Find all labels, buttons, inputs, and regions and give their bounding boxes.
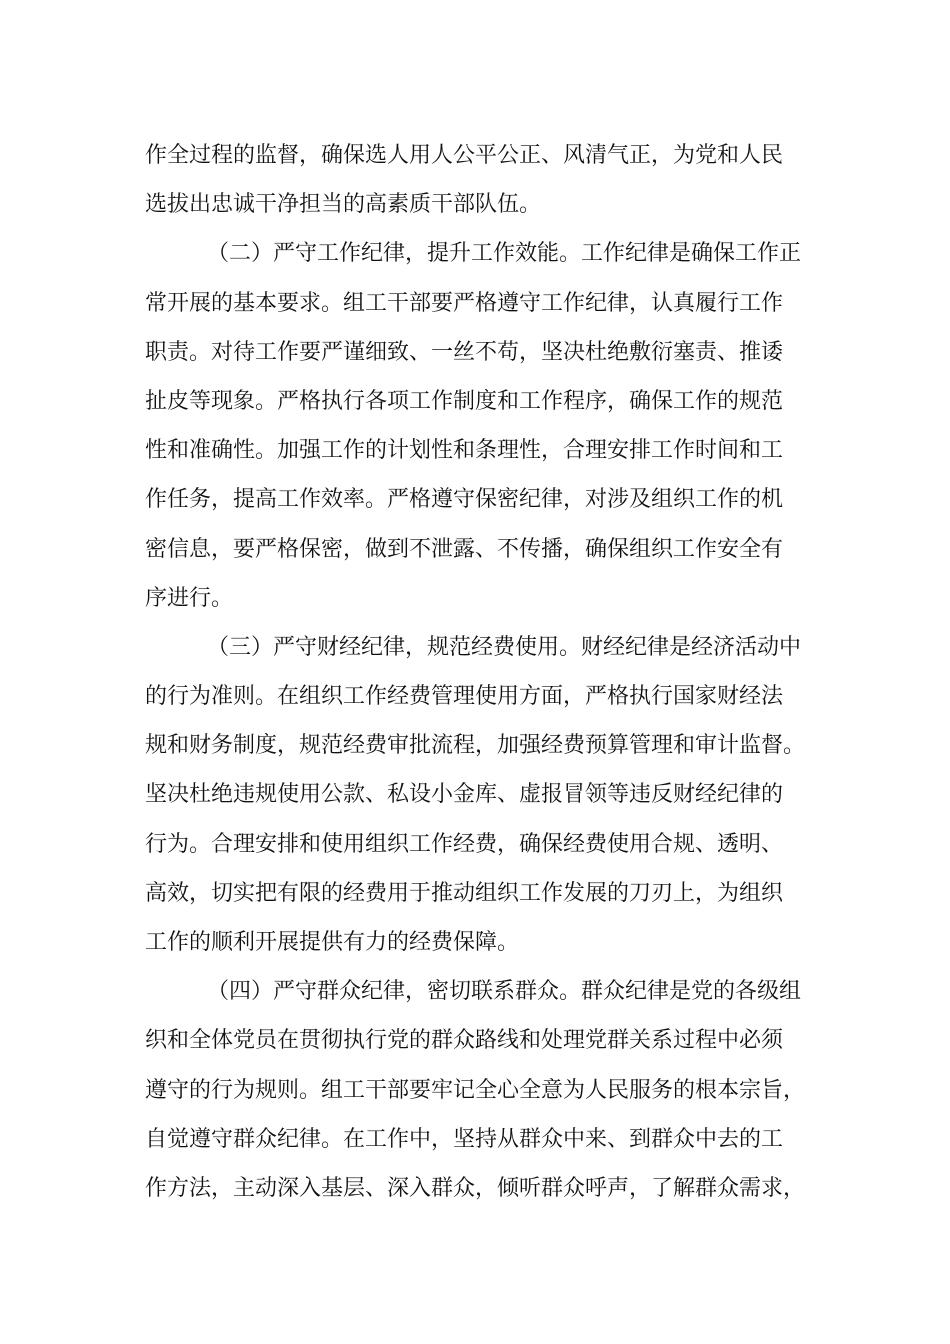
text-line: 常开展的基本要求。组工干部要严格遵守工作纪律，认真履行工作 — [145, 290, 784, 316]
text-line: 遵守的行为规则。组工干部要牢记全心全意为人民服务的根本宗旨， — [145, 1077, 806, 1103]
text-line: 作全过程的监督，确保选人用人公平公正、风清气正，为党和人民 — [145, 143, 784, 168]
body-text — [145, 131, 825, 1213]
text-line: 高效，切实把有限的经费用于推动组织工作发展的刀刃上，为组织 — [145, 880, 784, 906]
text-line: 规和财务制度，规范经费审批流程，加强经费预算管理和审计监督。 — [145, 733, 806, 759]
paragraph-heading-line: （三）严守财经纪律，规范经费使用。财经纪律是经济活动中 — [207, 634, 802, 660]
paragraph-heading-line: （二）严守工作纪律，提升工作效能。工作纪律是确保工作正 — [207, 241, 802, 267]
paragraph-heading-line: （四）严守群众纪律，密切联系群众。群众纪律是党的各级组 — [207, 979, 802, 1005]
text-line: 织和全体党员在贯彻执行党的群众路线和处理党群关系过程中必须 — [145, 1028, 784, 1054]
text-line: 工作的顺利开展提供有力的经费保障。 — [145, 930, 520, 955]
text-line: 序进行。 — [145, 585, 234, 611]
text-line: 作任务，提高工作效率。严格遵守保密纪律，对涉及组织工作的机 — [145, 487, 784, 513]
text-line: 职责。对待工作要严谨细致、一丝不苟，坚决杜绝敷衍塞责、推诿 — [145, 339, 784, 365]
text-line: 选拔出忠诚干净担当的高素质干部队伍。 — [145, 192, 542, 218]
text-line: 的行为准则。在组织工作经费管理使用方面，严格执行国家财经法 — [145, 684, 784, 710]
text-line: 作方法，主动深入基层、深入群众，倾听群众呼声，了解群众需求， — [145, 1175, 806, 1201]
text-line: 扯皮等现象。严格执行各项工作制度和工作程序，确保工作的规范 — [145, 388, 784, 414]
text-line: 自觉遵守群众纪律。在工作中，坚持从群众中来、到群众中去的工 — [145, 1126, 784, 1152]
text-line: 性和准确性。加强工作的计划性和条理性，合理安排工作时间和工 — [145, 438, 784, 464]
text-line: 密信息，要严格保密，做到不泄露、不传播，确保组织工作安全有 — [145, 536, 784, 562]
text-line: 坚决杜绝违规使用公款、私设小金库、虚报冒领等违反财经纪律的 — [145, 782, 784, 808]
text-line: 行为。合理安排和使用组织工作经费，确保经费使用合规、透明、 — [145, 831, 784, 857]
